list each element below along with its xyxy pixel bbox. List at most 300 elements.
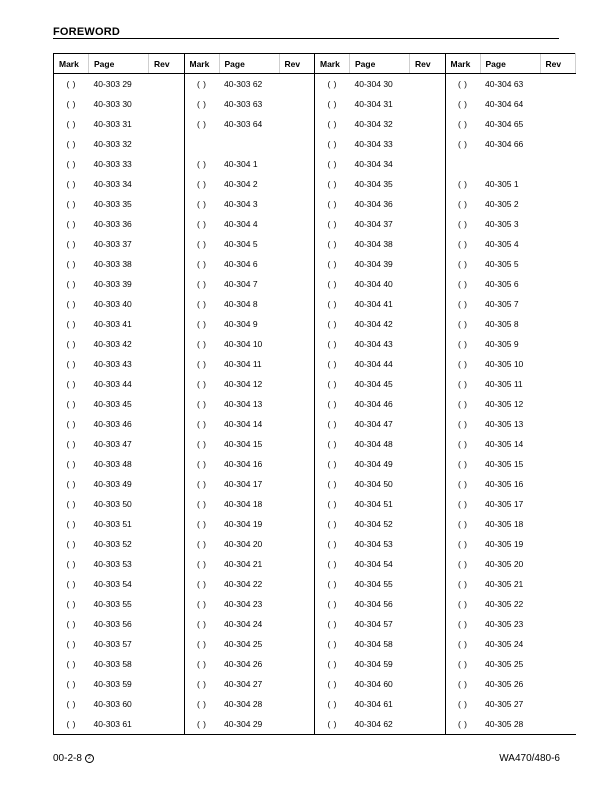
page-cell: 40-303 41 [93,319,132,329]
mark-cell [54,394,89,414]
rev-cell [540,374,576,394]
rev-cell [279,494,315,514]
page-cell: 40-305 10 [485,359,524,369]
mark-cell [315,354,350,374]
table-row [54,154,576,174]
page-cell: 40-304 10 [224,339,263,349]
table-header-row [54,54,576,74]
mark-cell [54,334,89,354]
page-cell: 40-304 62 [350,714,410,735]
rev-cell [279,354,315,374]
mark-checkbox: ( ) [196,439,207,449]
mark-checkbox: ( ) [327,159,338,169]
page-cell: 40-304 56 [354,599,393,609]
page-cell: 40-304 42 [354,319,393,329]
mark-cell [445,594,480,614]
rev-cell [410,494,446,514]
mark-cell [184,674,219,694]
page-cell [480,154,540,174]
mark-cell [54,234,89,254]
rev-cell [410,274,446,294]
page-cell: 40-305 18 [485,519,524,529]
page-cell: 40-304 53 [354,539,393,549]
mark-checkbox: ( ) [327,199,338,209]
mark-cell [315,554,350,574]
mark-cell [184,574,219,594]
mark-checkbox: ( ) [327,99,338,109]
page-cell: 40-305 4 [485,239,519,249]
rev-cell [410,154,446,174]
mark-checkbox: ( ) [66,79,77,89]
mark-cell [315,214,350,234]
mark-cell [315,674,350,694]
mark-cell [184,434,219,454]
page-cell: 40-305 9 [485,339,519,349]
page-cell: 40-305 13 [485,419,524,429]
mark-checkbox: ( ) [196,579,207,589]
page-cell: 40-305 17 [485,499,524,509]
page-cell: 40-304 22 [224,579,263,589]
mark-checkbox: ( ) [457,479,468,489]
page-cell: 40-304 19 [224,519,263,529]
mark-cell [54,74,89,95]
rev-cell [279,234,315,254]
mark-checkbox: ( ) [457,439,468,449]
mark-cell [445,694,480,714]
mark-cell [184,274,219,294]
rev-cell [149,254,185,274]
rev-cell [279,334,315,354]
page-cell: 40-304 28 [224,699,263,709]
mark-cell [54,514,89,534]
table-row [54,134,576,154]
page-cell: 40-303 39 [93,279,132,289]
rev-cell [279,614,315,634]
mark-cell [445,554,480,574]
rev-cell [410,634,446,654]
page-cell: 40-304 61 [354,699,393,709]
mark-checkbox: ( ) [327,579,338,589]
rev-cell [279,534,315,554]
rev-cell [149,594,185,614]
mark-cell [445,494,480,514]
mark-checkbox: ( ) [327,639,338,649]
mark-checkbox: ( ) [196,519,207,529]
mark-cell [184,594,219,614]
mark-cell [445,454,480,474]
mark-cell [184,614,219,634]
page-cell: 40-305 25 [485,659,524,669]
mark-checkbox: ( ) [327,359,338,369]
table-row [54,534,576,554]
rev-cell [149,154,185,174]
mark-cell [445,134,480,154]
mark-cell [54,294,89,314]
rev-cell [540,134,576,154]
page-cell: 40-303 48 [93,459,132,469]
rev-cell [540,154,576,174]
table-row [54,414,576,434]
rev-cell [540,334,576,354]
rev-cell [149,194,185,214]
mark-cell [184,174,219,194]
table-row [54,234,576,254]
page-cell: 40-303 32 [93,139,132,149]
page-cell: 40-304 60 [354,679,393,689]
rev-cell [149,434,185,454]
page-cell: 40-304 38 [354,239,393,249]
page-cell: 40-304 64 [485,99,524,109]
mark-checkbox: ( ) [457,359,468,369]
rev-cell [149,534,185,554]
rev-cell [279,454,315,474]
mark-cell [445,354,480,374]
rev-cell [279,254,315,274]
mark-cell [54,594,89,614]
rev-cell [540,614,576,634]
mark-checkbox: ( ) [327,179,338,189]
table-row [54,554,576,574]
rev-cell [540,474,576,494]
mark-checkbox: ( ) [327,659,338,669]
rev-cell [149,674,185,694]
mark-checkbox: ( ) [66,599,77,609]
rev-cell [540,414,576,434]
mark-checkbox: ( ) [66,99,77,109]
rev-cell [540,274,576,294]
rev-cell [410,114,446,134]
mark-checkbox: ( ) [457,199,468,209]
rev-cell [540,94,576,114]
title-underline [53,38,559,39]
page-cell: 40-303 45 [93,399,132,409]
mark-checkbox: ( ) [66,139,77,149]
mark-cell [184,114,219,134]
column-header-mark: Mark [445,54,480,74]
mark-cell [184,354,219,374]
mark-cell [445,114,480,134]
mark-checkbox: ( ) [457,459,468,469]
mark-cell [315,234,350,254]
mark-cell [54,254,89,274]
mark-checkbox: ( ) [196,459,207,469]
page-cell: 40-303 36 [93,219,132,229]
mark-checkbox: ( ) [196,659,207,669]
mark-cell [445,634,480,654]
mark-cell [445,534,480,554]
page-cell: 40-303 63 [224,99,263,109]
mark-cell [54,214,89,234]
rev-cell [279,194,315,214]
rev-cell [279,74,315,95]
mark-cell [315,254,350,274]
table-row [54,654,576,674]
mark-checkbox: ( ) [457,659,468,669]
mark-checkbox: ( ) [196,199,207,209]
mark-cell [315,694,350,714]
mark-cell [315,194,350,214]
page-cell: 40-305 8 [485,319,519,329]
mark-cell [445,474,480,494]
rev-cell [149,114,185,134]
mark-checkbox: ( ) [66,399,77,409]
rev-cell [279,374,315,394]
rev-cell [149,414,185,434]
rev-cell [410,374,446,394]
mark-cell [184,554,219,574]
rev-cell [410,514,446,534]
mark-cell [184,414,219,434]
table-row [54,334,576,354]
rev-cell [279,114,315,134]
mark-checkbox: ( ) [457,419,468,429]
rev-cell [410,414,446,434]
table-row [54,514,576,534]
mark-cell [54,134,89,154]
mark-checkbox: ( ) [66,259,77,269]
rev-cell [149,74,185,95]
mark-checkbox: ( ) [457,119,468,129]
mark-checkbox: ( ) [327,319,338,329]
page-cell: 40-304 43 [354,339,393,349]
mark-cell [184,214,219,234]
mark-checkbox: ( ) [327,719,338,729]
page-cell: 40-303 47 [93,439,132,449]
rev-cell [410,74,446,95]
mark-cell [184,514,219,534]
rev-cell [410,594,446,614]
rev-cell [149,474,185,494]
mark-cell [54,314,89,334]
rev-cell [279,94,315,114]
mark-checkbox: ( ) [196,699,207,709]
rev-cell [540,534,576,554]
page-cell: 40-303 53 [93,559,132,569]
mark-checkbox: ( ) [66,499,77,509]
mark-checkbox: ( ) [457,99,468,109]
page-cell: 40-304 44 [354,359,393,369]
column-header-page: Page [89,54,149,74]
table-row [54,594,576,614]
page-cell: 40-304 54 [354,559,393,569]
page-cell: 40-303 57 [93,639,132,649]
mark-cell [54,554,89,574]
mark-cell [315,374,350,394]
mark-checkbox: ( ) [457,339,468,349]
page-cell: 40-305 28 [480,714,540,735]
mark-checkbox: ( ) [66,459,77,469]
page-cell: 40-305 14 [485,439,524,449]
mark-checkbox: ( ) [66,719,77,729]
rev-cell [540,74,576,95]
page-list-table [53,53,576,735]
mark-checkbox: ( ) [457,399,468,409]
mark-checkbox: ( ) [327,479,338,489]
page-cell: 40-305 22 [485,599,524,609]
mark-checkbox: ( ) [457,639,468,649]
rev-cell [279,414,315,434]
rev-cell [149,314,185,334]
mark-cell [54,614,89,634]
column-header-rev: Rev [279,54,315,74]
mark-cell [184,374,219,394]
rev-cell [279,274,315,294]
mark-cell [54,154,89,174]
rev-cell [279,434,315,454]
page-cell: 40-305 19 [485,539,524,549]
mark-cell [54,574,89,594]
rev-cell [279,294,315,314]
footer-page-number [53,753,94,764]
mark-checkbox: ( ) [196,379,207,389]
mark-checkbox: ( ) [457,519,468,529]
mark-cell [54,434,89,454]
mark-cell [315,294,350,314]
mark-checkbox: ( ) [66,479,77,489]
mark-checkbox: ( ) [66,439,77,449]
page-cell: 40-303 43 [93,359,132,369]
page-cell: 40-304 41 [354,299,393,309]
mark-checkbox: ( ) [327,79,338,89]
mark-checkbox: ( ) [327,499,338,509]
mark-cell [315,274,350,294]
table-row [54,214,576,234]
page-cell: 40-303 46 [93,419,132,429]
mark-cell [445,154,480,174]
mark-cell [184,714,219,735]
mark-checkbox: ( ) [327,699,338,709]
mark-cell [184,474,219,494]
rev-cell [279,214,315,234]
mark-checkbox: ( ) [66,619,77,629]
mark-cell [445,374,480,394]
rev-cell [279,314,315,334]
mark-cell [445,274,480,294]
page-cell: 40-305 15 [485,459,524,469]
mark-checkbox: ( ) [196,499,207,509]
page-cell: 40-305 3 [485,219,519,229]
mark-checkbox: ( ) [327,399,338,409]
rev-cell [279,134,315,154]
mark-checkbox: ( ) [66,679,77,689]
rev-cell [410,474,446,494]
mark-checkbox: ( ) [66,519,77,529]
rev-cell [149,94,185,114]
mark-checkbox: ( ) [196,339,207,349]
rev-cell [410,134,446,154]
column-header-rev: Rev [149,54,185,74]
table-row [54,254,576,274]
table-row [54,274,576,294]
mark-checkbox: ( ) [66,279,77,289]
page-cell: 40-305 6 [485,279,519,289]
table-row [54,354,576,374]
rev-cell [540,294,576,314]
page-cell: 40-303 29 [93,79,132,89]
mark-cell [315,454,350,474]
mark-cell [184,454,219,474]
table-row [54,294,576,314]
rev-cell [410,314,446,334]
rev-cell [279,474,315,494]
table-row [54,94,576,114]
rev-cell [410,714,446,735]
mark-checkbox: ( ) [196,119,207,129]
mark-checkbox: ( ) [457,699,468,709]
page-cell: 40-305 27 [485,699,524,709]
rev-cell [149,634,185,654]
mark-cell [184,234,219,254]
rev-cell [279,574,315,594]
mark-checkbox: ( ) [196,419,207,429]
mark-cell [54,474,89,494]
rev-cell [279,594,315,614]
mark-checkbox: ( ) [196,539,207,549]
rev-cell [540,354,576,374]
table-row [54,374,576,394]
mark-checkbox: ( ) [457,299,468,309]
mark-cell [315,494,350,514]
mark-checkbox: ( ) [327,539,338,549]
mark-checkbox: ( ) [327,379,338,389]
table-row [54,314,576,334]
mark-cell [315,574,350,594]
page-cell: 40-304 16 [224,459,263,469]
page-cell: 40-303 30 [93,99,132,109]
rev-cell [410,234,446,254]
mark-cell [445,614,480,634]
mark-checkbox: ( ) [457,619,468,629]
mark-checkbox: ( ) [196,559,207,569]
mark-checkbox: ( ) [327,279,338,289]
rev-cell [410,694,446,714]
mark-cell [315,314,350,334]
rev-cell [540,214,576,234]
column-header-rev: Rev [540,54,576,74]
rev-cell [279,634,315,654]
page-cell: 40-305 24 [485,639,524,649]
rev-cell [540,234,576,254]
table-row [54,474,576,494]
table-row [54,454,576,474]
mark-cell [54,94,89,114]
page-cell: 40-303 62 [224,79,263,89]
rev-cell [540,114,576,134]
page-cell: 40-304 20 [224,539,263,549]
rev-cell [149,494,185,514]
mark-cell [445,294,480,314]
mark-cell [54,174,89,194]
mark-cell [315,94,350,114]
mark-checkbox: ( ) [457,539,468,549]
page-cell: 40-304 45 [354,379,393,389]
page-cell: 40-303 34 [93,179,132,189]
page-cell: 40-304 50 [354,479,393,489]
table-row [54,694,576,714]
mark-checkbox: ( ) [196,259,207,269]
rev-cell [279,694,315,714]
mark-checkbox: ( ) [196,399,207,409]
rev-cell [540,574,576,594]
rev-cell [279,654,315,674]
page-cell: 40-304 49 [354,459,393,469]
mark-checkbox: ( ) [327,419,338,429]
rev-cell [410,454,446,474]
mark-checkbox: ( ) [327,679,338,689]
mark-checkbox: ( ) [196,719,207,729]
rev-cell [540,454,576,474]
rev-cell [410,574,446,594]
